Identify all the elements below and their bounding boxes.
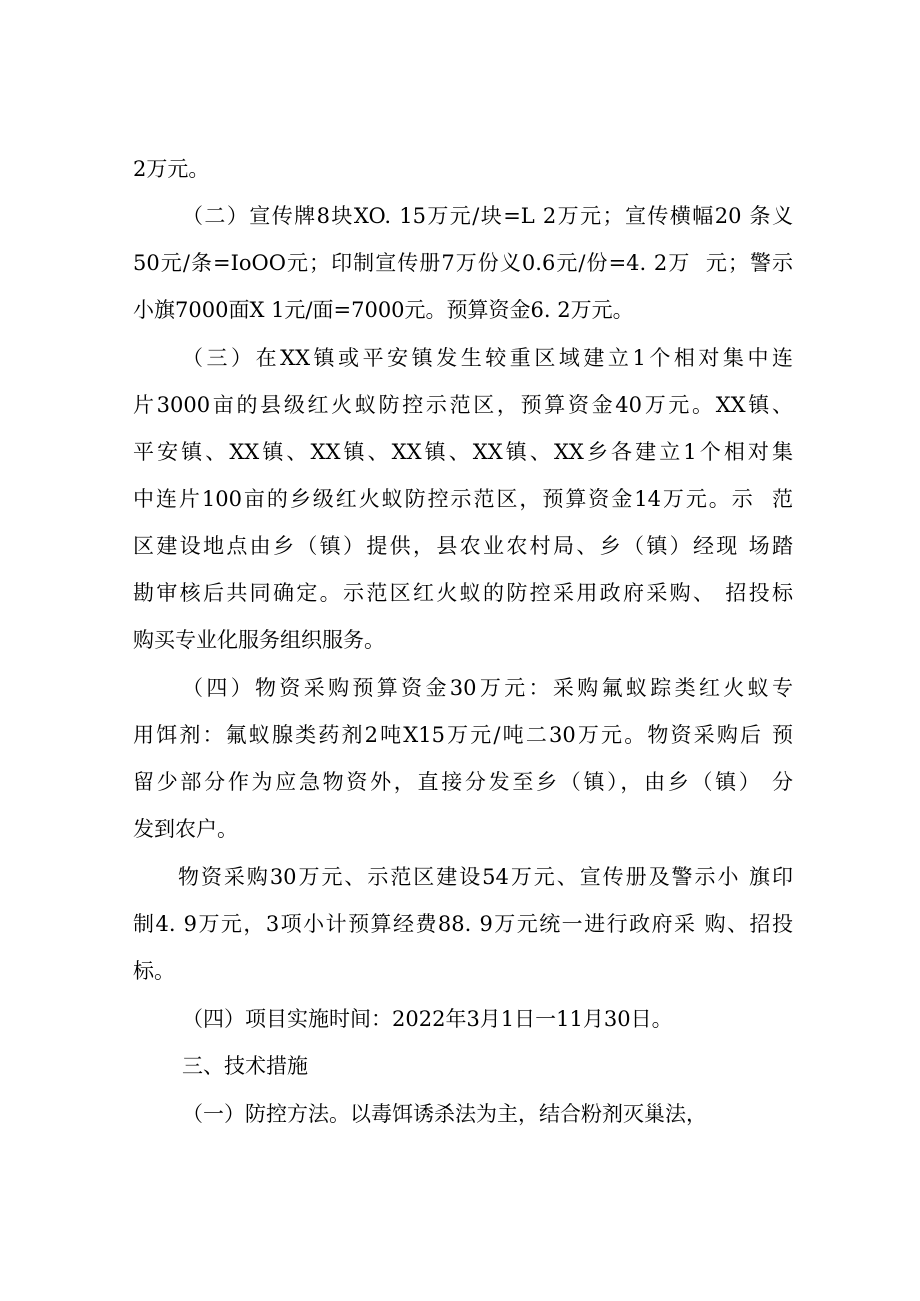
text-line: 中连片100亩的乡级红火蚁防控示范区，预算资金14万元。示 范 <box>133 487 793 511</box>
text-line: 留少部分作为应急物资外，直接分发至乡（镇），由乡（镇） 分 <box>133 770 793 794</box>
text-line: 发到农户。 <box>133 817 238 841</box>
text-line: 50元/条=IoOO元；印制宣传册7万份义0.6元/份=4. 2万 元；警示 <box>133 251 793 275</box>
text-line: 2万元。 <box>133 157 210 181</box>
text-line: 勘审核后共同确定。示范区红火蚁的防控采用政府采购、 招投标 <box>133 581 793 605</box>
text-line: 制4. 9万元，3项小计预算经费88. 9万元统一进行政府采 购、招投 <box>133 912 793 936</box>
text-line: （四）项目实施时间：2022年3月1日一11月30日。 <box>182 1007 673 1031</box>
text-line: （一）防控方法。以毒饵诱杀法为主，结合粉剂灭巢法， <box>182 1102 707 1126</box>
text-line: 小旗7000面X 1元/面=7000元。预算资金6. 2万元。 <box>133 298 634 322</box>
section-heading: 三、技术措施 <box>182 1054 308 1078</box>
text-line: （三）在XX镇或平安镇发生较重区域建立1个相对集中连 <box>182 346 793 370</box>
text-line: 平安镇、XX镇、XX镇、XX镇、XX镇、XX乡各建立1个相对集 <box>133 440 793 464</box>
text-line: 购买专业化服务组织服务。 <box>133 628 385 652</box>
text-line: 用饵剂：氟蚁腺类药剂2吨X15万元/吨二30万元。物资采购后 预 <box>133 723 793 747</box>
text-line: 片3000亩的县级红火蚁防控示范区，预算资金40万元。XX镇、 <box>133 393 793 417</box>
text-line: 物资采购30万元、示范区建设54万元、宣传册及警示小 旗印 <box>178 865 793 889</box>
text-line: 标。 <box>133 959 175 983</box>
text-line: 区建设地点由乡（镇）提供，县农业农村局、乡（镇）经现 场踏 <box>133 534 793 558</box>
text-line: （二）宣传牌8块XO. 15万元/块=L 2万元；宣传横幅20 条义 <box>182 204 793 228</box>
text-line: （四）物资采购预算资金30万元：采购氟蚁踪类红火蚁专 <box>182 676 793 700</box>
